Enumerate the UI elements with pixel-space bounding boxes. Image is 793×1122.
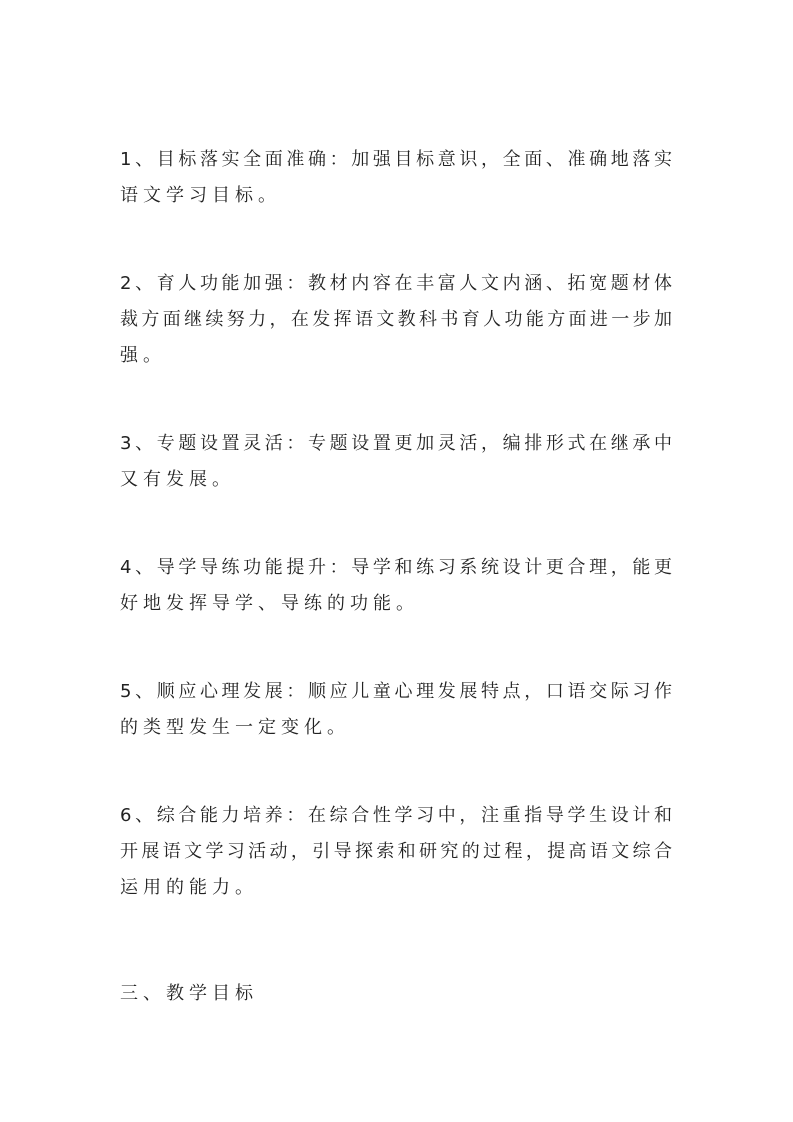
text-line: 1、目标落实全面准确：加强目标意识，全面、准确地落实 bbox=[120, 149, 672, 170]
text-line: 又有发展。 bbox=[120, 469, 235, 490]
text-line: 语文学习目标。 bbox=[120, 185, 281, 206]
text-line: 6、综合能力培养：在综合性学习中，注重指导学生设计和 bbox=[120, 805, 672, 826]
text-line: 强。 bbox=[120, 345, 166, 366]
text-line: 好地发挥导学、导练的功能。 bbox=[120, 593, 419, 614]
text-line: 3、专题设置灵活：专题设置更加灵活，编排形式在继承中 bbox=[120, 433, 672, 454]
text-line: 裁方面继续努力，在发挥语文教科书育人功能方面进一步加 bbox=[120, 309, 672, 330]
text-line: 开展语文学习活动，引导探索和研究的过程，提高语文综合 bbox=[120, 841, 672, 862]
text-line: 2、育人功能加强：教材内容在丰富人文内涵、拓宽题材体 bbox=[120, 273, 672, 294]
text-line: 5、顺应心理发展：顺应儿童心理发展特点，口语交际习作 bbox=[120, 681, 672, 702]
text-line: 的类型发生一定变化。 bbox=[120, 717, 350, 738]
section-heading: 三、教学目标 bbox=[120, 983, 258, 1004]
text-line: 4、导学导练功能提升：导学和练习系统设计更合理，能更 bbox=[120, 557, 672, 578]
text-line: 运用的能力。 bbox=[120, 877, 258, 898]
